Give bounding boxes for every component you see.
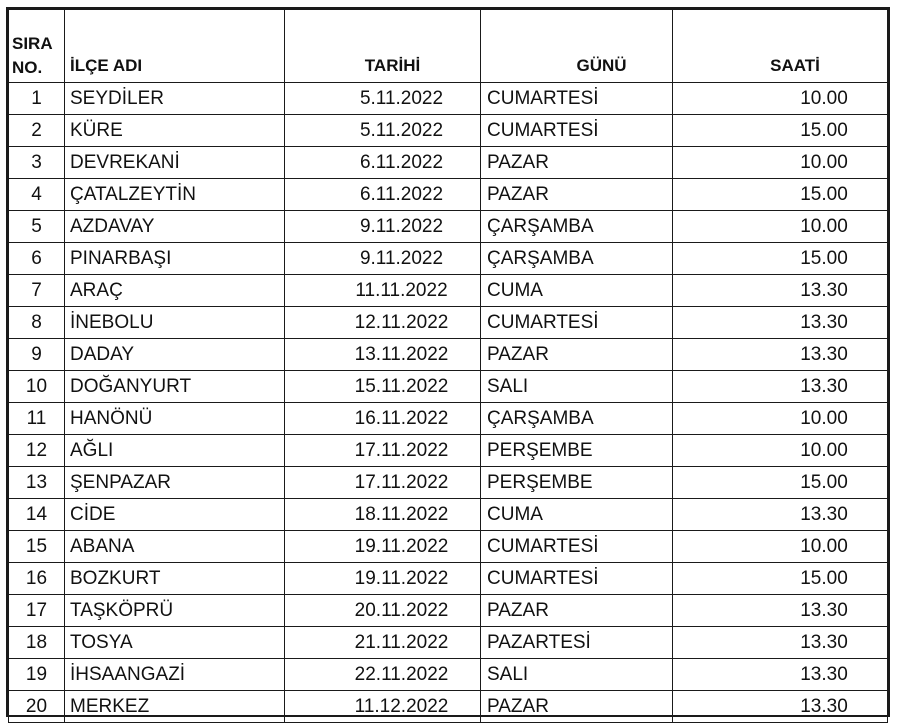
cell-tarihi: 18.11.2022 [285,499,481,531]
cell-ilce-adi: DADAY [65,339,285,371]
table-row [9,659,888,691]
cell-ilce-adi: AZDAVAY [65,211,285,243]
cell-ilce-adi: HANÖNÜ [65,403,285,435]
cell-sira-no: 3 [9,147,65,179]
cell-saati: 10.00 [673,403,888,435]
cell-sira-no: 19 [9,659,65,691]
cell-tarihi: 19.11.2022 [285,531,481,563]
cell-sira-no: 5 [9,211,65,243]
cell-tarihi: 11.12.2022 [285,691,481,723]
cell-ilce-adi: CİDE [65,499,285,531]
cell-ilce-adi: DEVREKANİ [65,147,285,179]
cell-tarihi: 17.11.2022 [285,467,481,499]
cell-sira-no: 14 [9,499,65,531]
cell-saati: 10.00 [673,435,888,467]
cell-saati: 10.00 [673,83,888,115]
cell-gunu: CUMARTESİ [481,307,673,339]
table-row [9,179,888,211]
cell-ilce-adi: İNEBOLU [65,307,285,339]
cell-sira-no: 11 [9,403,65,435]
cell-ilce-adi: SEYDİLER [65,83,285,115]
cell-gunu: CUMARTESİ [481,115,673,147]
cell-saati: 15.00 [673,179,888,211]
table-row [9,595,888,627]
column-header-ilce-adi: İLÇE ADI [65,10,285,83]
cell-saati: 15.00 [673,243,888,275]
cell-tarihi: 6.11.2022 [285,179,481,211]
table-row [9,211,888,243]
cell-tarihi: 17.11.2022 [285,435,481,467]
header-row [9,10,888,83]
cell-tarihi: 5.11.2022 [285,115,481,147]
table-row [9,275,888,307]
table-body [9,83,888,723]
cell-sira-no: 17 [9,595,65,627]
cell-sira-no: 13 [9,467,65,499]
cell-gunu: CUMA [481,275,673,307]
cell-tarihi: 22.11.2022 [285,659,481,691]
table-row [9,563,888,595]
cell-sira-no: 18 [9,627,65,659]
cell-gunu: ÇARŞAMBA [481,403,673,435]
table-row [9,339,888,371]
cell-ilce-adi: BOZKURT [65,563,285,595]
cell-saati: 13.30 [673,307,888,339]
cell-saati: 13.30 [673,691,888,723]
cell-gunu: PAZAR [481,339,673,371]
cell-saati: 13.30 [673,499,888,531]
cell-gunu: ÇARŞAMBA [481,243,673,275]
cell-tarihi: 9.11.2022 [285,243,481,275]
cell-ilce-adi: TOSYA [65,627,285,659]
cell-gunu: CUMARTESİ [481,531,673,563]
cell-sira-no: 8 [9,307,65,339]
cell-saati: 10.00 [673,147,888,179]
cell-ilce-adi: DOĞANYURT [65,371,285,403]
cell-gunu: PERŞEMBE [481,467,673,499]
cell-tarihi: 6.11.2022 [285,147,481,179]
cell-sira-no: 7 [9,275,65,307]
table-header [9,10,888,83]
table-row [9,531,888,563]
cell-ilce-adi: PINARBAŞI [65,243,285,275]
cell-sira-no: 6 [9,243,65,275]
schedule-table [8,9,888,723]
cell-ilce-adi: ÇATALZEYTİN [65,179,285,211]
cell-gunu: PAZAR [481,179,673,211]
cell-gunu: PERŞEMBE [481,435,673,467]
cell-sira-no: 10 [9,371,65,403]
cell-ilce-adi: AĞLI [65,435,285,467]
table-row [9,435,888,467]
table-row [9,499,888,531]
cell-ilce-adi: İHSAANGAZİ [65,659,285,691]
cell-saati: 13.30 [673,275,888,307]
cell-tarihi: 15.11.2022 [285,371,481,403]
cell-sira-no: 1 [9,83,65,115]
schedule-sheet [6,7,890,717]
cell-gunu: PAZARTESİ [481,627,673,659]
cell-saati: 13.30 [673,339,888,371]
cell-sira-no: 9 [9,339,65,371]
table-row [9,147,888,179]
cell-saati: 13.30 [673,595,888,627]
cell-sira-no: 15 [9,531,65,563]
cell-sira-no: 12 [9,435,65,467]
cell-saati: 13.30 [673,371,888,403]
column-header-gunu: GÜNÜ [481,10,673,83]
cell-tarihi: 20.11.2022 [285,595,481,627]
table-row [9,307,888,339]
cell-ilce-adi: MERKEZ [65,691,285,723]
cell-tarihi: 19.11.2022 [285,563,481,595]
table-row [9,627,888,659]
cell-tarihi: 21.11.2022 [285,627,481,659]
table-row [9,691,888,723]
cell-gunu: CUMARTESİ [481,83,673,115]
cell-tarihi: 12.11.2022 [285,307,481,339]
cell-gunu: CUMA [481,499,673,531]
table-row [9,371,888,403]
cell-ilce-adi: ARAÇ [65,275,285,307]
cell-ilce-adi: KÜRE [65,115,285,147]
cell-saati: 15.00 [673,115,888,147]
cell-saati: 10.00 [673,211,888,243]
cell-sira-no: 4 [9,179,65,211]
cell-saati: 15.00 [673,467,888,499]
cell-tarihi: 9.11.2022 [285,211,481,243]
column-header-saati: SAATİ [673,10,888,83]
column-header-sira-no [9,10,65,83]
cell-tarihi: 16.11.2022 [285,403,481,435]
table-row [9,403,888,435]
cell-gunu: PAZAR [481,595,673,627]
table-row [9,115,888,147]
cell-saati: 13.30 [673,659,888,691]
column-header-no-line: NO. [12,58,43,77]
cell-ilce-adi: ABANA [65,531,285,563]
cell-gunu: PAZAR [481,147,673,179]
column-header-sira-line: SIRA [12,34,53,53]
cell-gunu: SALI [481,659,673,691]
cell-tarihi: 5.11.2022 [285,83,481,115]
cell-ilce-adi: ŞENPAZAR [65,467,285,499]
table-row [9,83,888,115]
column-header-tarihi: TARİHİ [285,10,481,83]
cell-gunu: SALI [481,371,673,403]
cell-sira-no: 2 [9,115,65,147]
table-row [9,243,888,275]
cell-tarihi: 13.11.2022 [285,339,481,371]
cell-gunu: CUMARTESİ [481,563,673,595]
table-row [9,467,888,499]
cell-ilce-adi: TAŞKÖPRÜ [65,595,285,627]
cell-sira-no: 16 [9,563,65,595]
cell-saati: 15.00 [673,563,888,595]
cell-saati: 13.30 [673,627,888,659]
cell-gunu: ÇARŞAMBA [481,211,673,243]
cell-gunu: PAZAR [481,691,673,723]
cell-sira-no: 20 [9,691,65,723]
cell-tarihi: 11.11.2022 [285,275,481,307]
cell-saati: 10.00 [673,531,888,563]
